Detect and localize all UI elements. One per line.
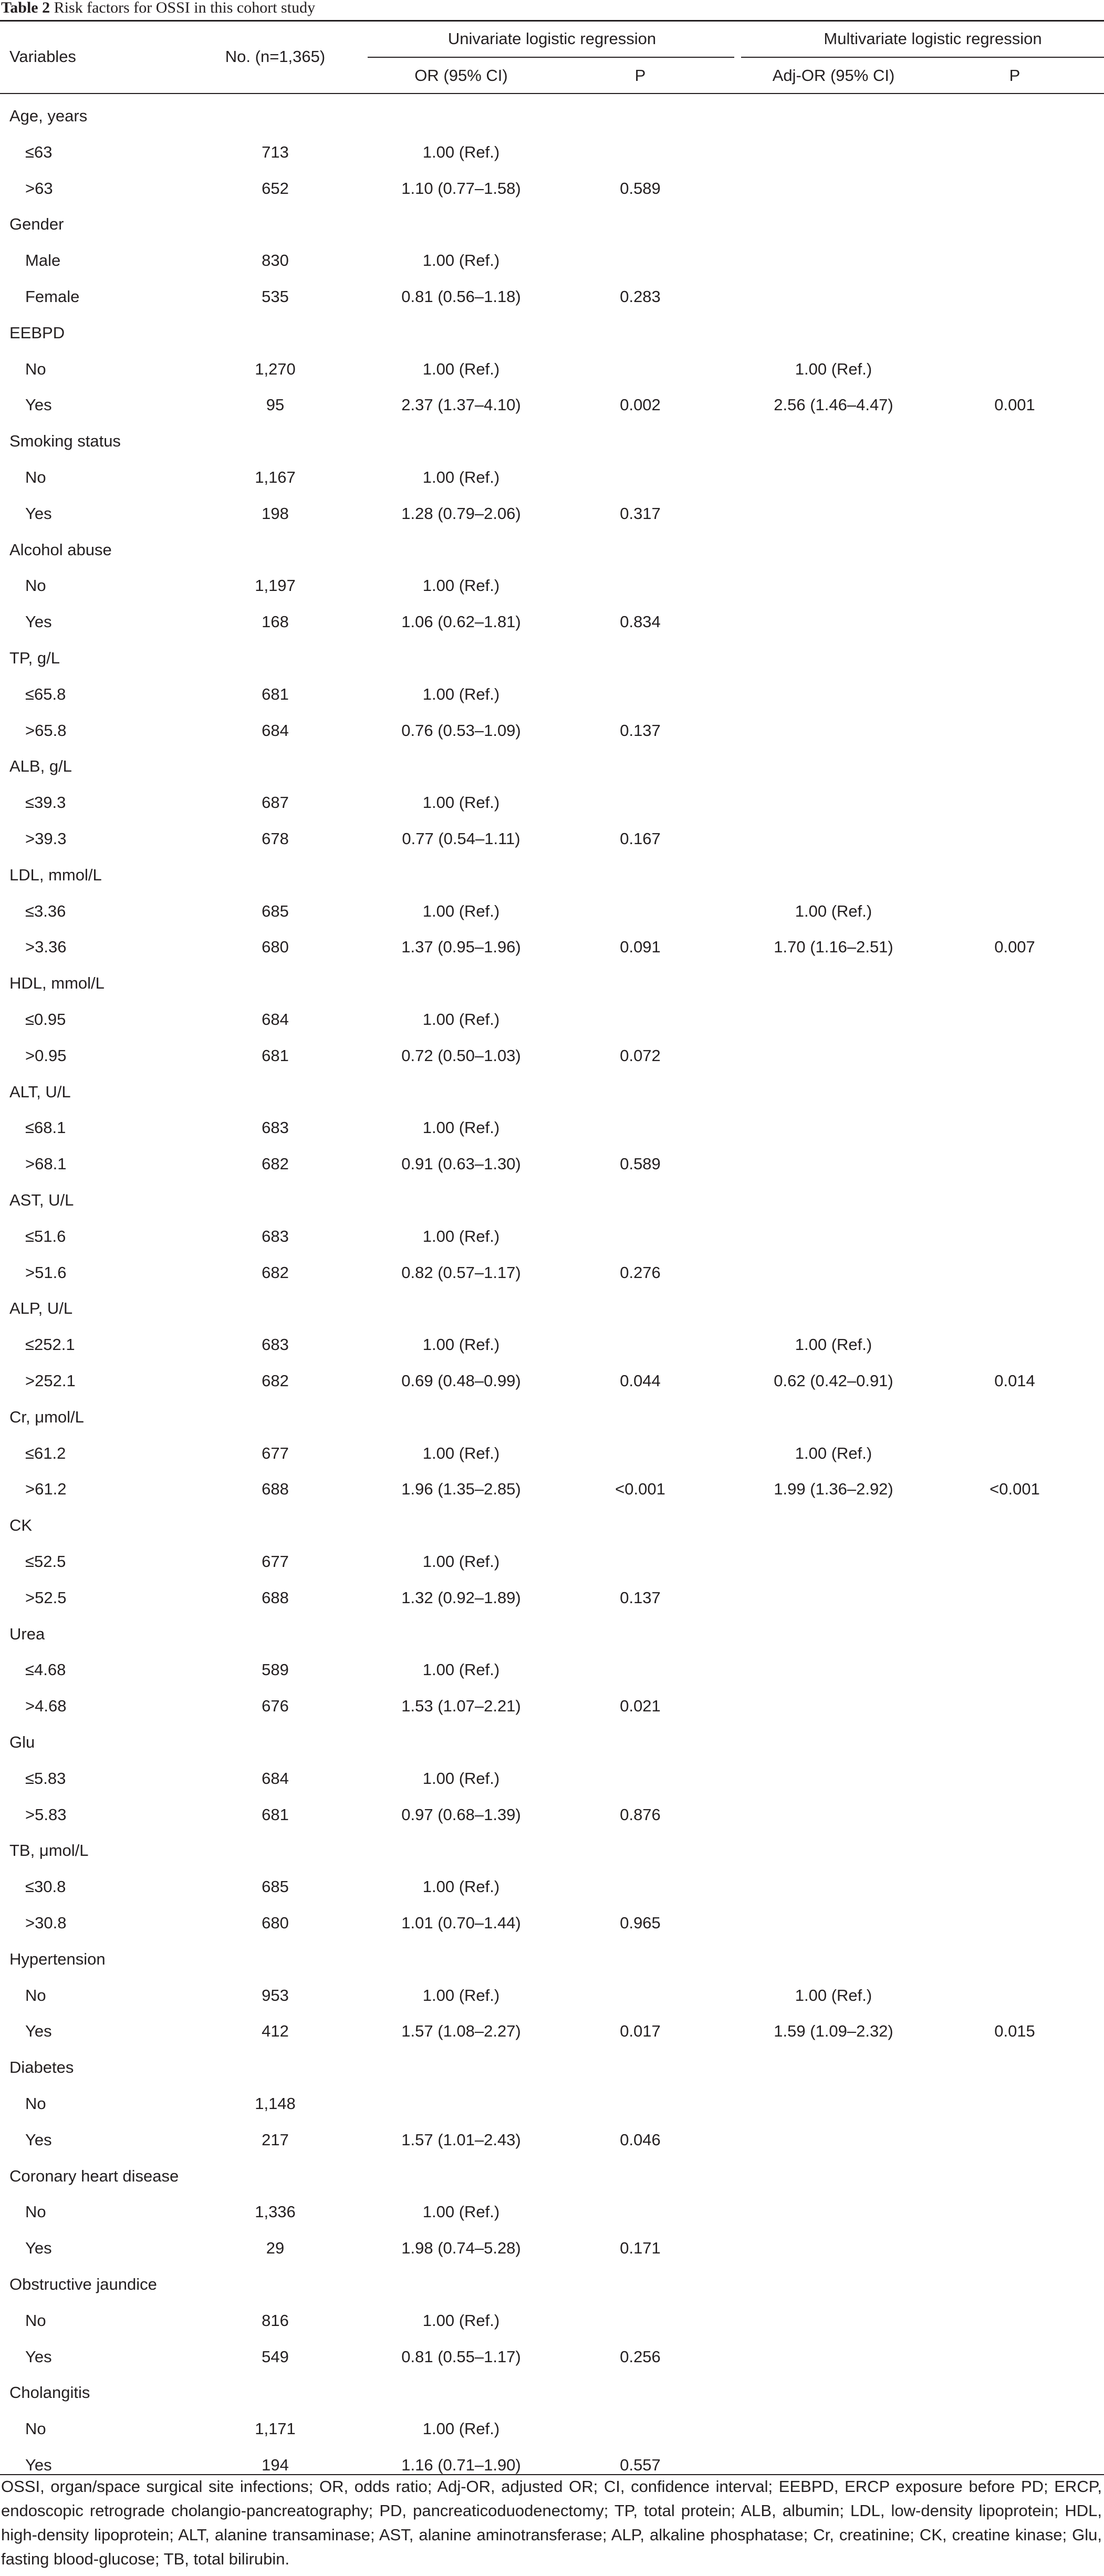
cell-n: 1,197 (255, 576, 296, 595)
header-n: No. (n=1,365) (225, 47, 326, 66)
variable-label: Gender (9, 215, 64, 233)
cell-or: 0.97 (0.68–1.39) (401, 1805, 521, 1824)
header-rule (0, 93, 1104, 94)
cell-or: 1.96 (1.35–2.85) (401, 1480, 521, 1498)
cell-adj-or: 1.00 (Ref.) (795, 1335, 872, 1354)
cell-or: 1.32 (0.92–1.89) (401, 1588, 521, 1607)
cell-n: 217 (262, 2131, 289, 2149)
subgroup-label: Yes (25, 396, 52, 414)
cell-n: 168 (262, 612, 289, 631)
cell-n: 684 (262, 721, 289, 740)
cell-n: 683 (262, 1227, 289, 1245)
cell-p-adjusted: 0.014 (994, 1372, 1035, 1390)
cell-or: 1.57 (1.01–2.43) (401, 2131, 521, 2149)
cell-or: 1.00 (Ref.) (422, 360, 500, 378)
header-variables: Variables (9, 47, 76, 66)
cell-n: 535 (262, 287, 289, 306)
subgroup-label: Yes (25, 2131, 52, 2149)
cell-n: 683 (262, 1118, 289, 1137)
subgroup-label: >65.8 (25, 721, 67, 740)
variable-label: AST, U/L (9, 1191, 74, 1209)
cell-n: 682 (262, 1372, 289, 1390)
cell-or: 1.00 (Ref.) (422, 143, 500, 161)
cell-n: 194 (262, 2456, 289, 2474)
cell-n: 816 (262, 2311, 289, 2330)
subgroup-label: >0.95 (25, 1046, 67, 1065)
cell-n: 549 (262, 2348, 289, 2366)
cell-or: 1.00 (Ref.) (422, 1986, 500, 2004)
top-rule (0, 20, 1104, 22)
variable-label: Coronary heart disease (9, 2167, 179, 2185)
cell-or: 1.10 (0.77–1.58) (401, 179, 521, 198)
cell-p-adjusted: <0.001 (990, 1480, 1040, 1498)
cell-n: 1,148 (255, 2094, 296, 2113)
cell-or: 1.57 (1.08–2.27) (401, 2022, 521, 2040)
header-multivariate: Multivariate logistic regression (824, 29, 1042, 48)
cell-p: 0.046 (620, 2131, 661, 2149)
cell-adj-or: 1.00 (Ref.) (795, 360, 872, 378)
multivariate-rule (741, 57, 1104, 58)
cell-p: 0.137 (620, 721, 661, 740)
variable-label: TB, μmol/L (9, 1841, 89, 1860)
subgroup-label: ≤0.95 (25, 1010, 66, 1029)
subgroup-label: No (25, 576, 46, 595)
cell-n: 688 (262, 1480, 289, 1498)
cell-n: 683 (262, 1335, 289, 1354)
cell-or: 1.00 (Ref.) (422, 685, 500, 703)
cell-n: 676 (262, 1697, 289, 1715)
cell-adj-or: 1.00 (Ref.) (795, 902, 872, 920)
cell-n: 682 (262, 1263, 289, 1282)
cell-n: 1,167 (255, 468, 296, 486)
cell-n: 412 (262, 2022, 289, 2040)
cell-adj-or: 1.00 (Ref.) (795, 1986, 872, 2004)
cell-p: 0.256 (620, 2348, 661, 2366)
cell-or: 1.00 (Ref.) (422, 576, 500, 595)
subgroup-label: >51.6 (25, 1263, 67, 1282)
cell-or: 1.00 (Ref.) (422, 1552, 500, 1571)
variable-label: Diabetes (9, 2058, 74, 2076)
cell-p: 0.072 (620, 1046, 661, 1065)
cell-p: 0.589 (620, 1155, 661, 1173)
cell-p: 0.044 (620, 1372, 661, 1390)
table-title: Risk factors for OSSI in this cohort study (50, 0, 316, 16)
cell-n: 680 (262, 938, 289, 956)
cell-or: 1.01 (0.70–1.44) (401, 1914, 521, 1932)
subgroup-label: ≤65.8 (25, 685, 66, 703)
cell-p: 0.283 (620, 287, 661, 306)
cell-or: 0.69 (0.48–0.99) (401, 1372, 521, 1390)
cell-or: 1.00 (Ref.) (422, 1010, 500, 1029)
subgroup-label: Yes (25, 612, 52, 631)
header-p-multivariate: P (1009, 66, 1020, 85)
cell-adj-or: 1.70 (1.16–2.51) (774, 938, 893, 956)
cell-n: 677 (262, 1552, 289, 1571)
subgroup-label: ≤61.2 (25, 1444, 66, 1462)
cell-or: 1.06 (0.62–1.81) (401, 612, 521, 631)
cell-p-adjusted: 0.015 (994, 2022, 1035, 2040)
cell-adj-or: 1.00 (Ref.) (795, 1444, 872, 1462)
cell-or: 1.00 (Ref.) (422, 793, 500, 812)
subgroup-label: ≤68.1 (25, 1118, 66, 1137)
cell-p: 0.091 (620, 938, 661, 956)
subgroup-label: No (25, 2203, 46, 2221)
cell-n: 685 (262, 1877, 289, 1896)
cell-adj-or: 1.99 (1.36–2.92) (774, 1480, 893, 1498)
variable-label: Smoking status (9, 432, 121, 450)
subgroup-label: >63 (25, 179, 53, 198)
subgroup-label: >3.36 (25, 938, 67, 956)
cell-p: 0.276 (620, 1263, 661, 1282)
subgroup-label: Yes (25, 2022, 52, 2040)
subgroup-label: >5.83 (25, 1805, 67, 1824)
cell-n: 681 (262, 1805, 289, 1824)
cell-n: 1,336 (255, 2203, 296, 2221)
cell-n: 684 (262, 1769, 289, 1788)
subgroup-label: >39.3 (25, 829, 67, 848)
cell-n: 198 (262, 504, 289, 523)
subgroup-label: ≤30.8 (25, 1877, 66, 1896)
cell-p: 0.137 (620, 1588, 661, 1607)
subgroup-label: No (25, 2094, 46, 2113)
cell-n: 29 (266, 2239, 285, 2257)
cell-n: 681 (262, 1046, 289, 1065)
cell-or: 1.00 (Ref.) (422, 902, 500, 920)
header-univariate: Univariate logistic regression (447, 29, 657, 48)
cell-or: 1.00 (Ref.) (422, 2419, 500, 2438)
subgroup-label: No (25, 468, 46, 486)
table-caption (1, 0, 315, 19)
cell-n: 678 (262, 829, 289, 848)
cell-p: 0.965 (620, 1914, 661, 1932)
cell-p: 0.002 (620, 396, 661, 414)
subgroup-label: ≤51.6 (25, 1227, 66, 1245)
cell-or: 1.00 (Ref.) (422, 1335, 500, 1354)
subgroup-label: No (25, 2311, 46, 2330)
cell-or: 1.00 (Ref.) (422, 1444, 500, 1462)
subgroup-label: ≤252.1 (25, 1335, 75, 1354)
cell-n: 1,171 (255, 2419, 296, 2438)
cell-or: 1.00 (Ref.) (422, 1877, 500, 1896)
cell-or: 1.98 (0.74–5.28) (401, 2239, 521, 2257)
variable-label: Obstructive jaundice (9, 2275, 157, 2293)
cell-or: 1.53 (1.07–2.21) (401, 1697, 521, 1715)
univariate-rule (368, 57, 734, 58)
cell-or: 0.81 (0.55–1.17) (401, 2348, 521, 2366)
subgroup-label: Yes (25, 2239, 52, 2257)
cell-p: 0.017 (620, 2022, 661, 2040)
cell-or: 1.00 (Ref.) (422, 1227, 500, 1245)
cell-or: 0.81 (0.56–1.18) (401, 287, 521, 306)
cell-adj-or: 0.62 (0.42–0.91) (774, 1372, 893, 1390)
subgroup-label: No (25, 2419, 46, 2438)
cell-n: 682 (262, 1155, 289, 1173)
subgroup-label: ≤52.5 (25, 1552, 66, 1571)
cell-or: 1.37 (0.95–1.96) (401, 938, 521, 956)
cell-n: 589 (262, 1660, 289, 1679)
cell-p: <0.001 (615, 1480, 665, 1498)
subgroup-label: ≤3.36 (25, 902, 66, 920)
cell-or: 0.72 (0.50–1.03) (401, 1046, 521, 1065)
subgroup-label: No (25, 360, 46, 378)
cell-p: 0.317 (620, 504, 661, 523)
table-footnote: OSSI, organ/space surgical site infections; OR, odds ratio; Adj-OR, adjusted OR; CI, confidence interval; EEBPD, ERCP exposure before PD; ERCP, endoscopic retrograde cholangio-pancreatography; PD, pancreaticoduodenectomy; TP, total protein; ALB, albumin; LDL, low-density lipoprotein; HDL, high-density lipoprotein; ALT, alanine transaminase; AST, alanine aminotransferase; ALP, alkaline phosphatase; Cr, creatinine; CK, creatine kinase; Glu, fasting blood-glucose; TB, total bilirubin. (1, 2477, 1102, 2568)
subgroup-label: >52.5 (25, 1588, 67, 1607)
subgroup-label: Yes (25, 504, 52, 523)
cell-p: 0.557 (620, 2456, 661, 2474)
variable-label: Cholangitis (9, 2383, 90, 2402)
cell-p: 0.171 (620, 2239, 661, 2257)
variable-label: Hypertension (9, 1950, 106, 1968)
cell-n: 688 (262, 1588, 289, 1607)
cell-adj-or: 1.59 (1.09–2.32) (774, 2022, 893, 2040)
variable-label: Cr, μmol/L (9, 1408, 84, 1426)
variable-label: ALP, U/L (9, 1299, 73, 1317)
cell-adj-or: 2.56 (1.46–4.47) (774, 396, 893, 414)
variable-label: Age, years (9, 107, 88, 125)
cell-or: 2.37 (1.37–4.10) (401, 396, 521, 414)
variable-label: LDL, mmol/L (9, 866, 102, 884)
cell-or: 0.76 (0.53–1.09) (401, 721, 521, 740)
cell-n: 713 (262, 143, 289, 161)
cell-or: 1.00 (Ref.) (422, 251, 500, 269)
subgroup-label: No (25, 1986, 46, 2004)
subgroup-label: Yes (25, 2456, 52, 2474)
cell-or: 1.00 (Ref.) (422, 1660, 500, 1679)
cell-or: 1.00 (Ref.) (422, 2203, 500, 2221)
cell-or: 1.00 (Ref.) (422, 468, 500, 486)
cell-p: 0.021 (620, 1697, 661, 1715)
cell-or: 1.00 (Ref.) (422, 2311, 500, 2330)
cell-p: 0.167 (620, 829, 661, 848)
subgroup-label: >30.8 (25, 1914, 67, 1932)
cell-p: 0.589 (620, 179, 661, 198)
cell-n: 677 (262, 1444, 289, 1462)
cell-or: 0.77 (0.54–1.11) (402, 829, 520, 848)
header-p-univariate: P (634, 66, 646, 85)
subgroup-label: ≤4.68 (25, 1660, 66, 1679)
header-adj-or: Adj-OR (95% CI) (772, 66, 895, 85)
cell-or: 1.00 (Ref.) (422, 1769, 500, 1788)
subgroup-label: >252.1 (25, 1372, 76, 1390)
subgroup-label: ≤63 (25, 143, 53, 161)
cell-or: 1.28 (0.79–2.06) (401, 504, 521, 523)
cell-n: 95 (266, 396, 285, 414)
subgroup-label: ≤39.3 (25, 793, 66, 812)
table-label: Table 2 (1, 0, 50, 16)
header-or: OR (95% CI) (414, 66, 508, 85)
cell-n: 684 (262, 1010, 289, 1029)
cell-n: 953 (262, 1986, 289, 2004)
cell-n: 685 (262, 902, 289, 920)
variable-label: Alcohol abuse (9, 541, 112, 559)
subgroup-label: Male (25, 251, 61, 269)
variable-label: Urea (9, 1625, 45, 1643)
variable-label: ALB, g/L (9, 757, 72, 775)
subgroup-label: >61.2 (25, 1480, 67, 1498)
subgroup-label: ≤5.83 (25, 1769, 66, 1788)
cell-n: 681 (262, 685, 289, 703)
variable-label: CK (9, 1516, 33, 1534)
cell-n: 652 (262, 179, 289, 198)
cell-p-adjusted: 0.001 (994, 396, 1035, 414)
variable-label: EEBPD (9, 324, 65, 342)
subgroup-label: >68.1 (25, 1155, 67, 1173)
subgroup-label: Female (25, 287, 80, 306)
variable-label: TP, g/L (9, 649, 60, 667)
cell-or: 1.00 (Ref.) (422, 1118, 500, 1137)
subgroup-label: >4.68 (25, 1697, 67, 1715)
cell-n: 687 (262, 793, 289, 812)
subgroup-label: Yes (25, 2348, 52, 2366)
cell-n: 830 (262, 251, 289, 269)
cell-p: 0.876 (620, 1805, 661, 1824)
cell-or: 0.91 (0.63–1.30) (401, 1155, 521, 1173)
cell-p: 0.834 (620, 612, 661, 631)
cell-or: 0.82 (0.57–1.17) (401, 1263, 521, 1282)
cell-n: 680 (262, 1914, 289, 1932)
cell-n: 1,270 (255, 360, 296, 378)
cell-p-adjusted: 0.007 (994, 938, 1035, 956)
cell-or: 1.16 (0.71–1.90) (401, 2456, 521, 2474)
variable-label: HDL, mmol/L (9, 974, 105, 992)
variable-label: Glu (9, 1733, 35, 1751)
variable-label: ALT, U/L (9, 1083, 71, 1101)
